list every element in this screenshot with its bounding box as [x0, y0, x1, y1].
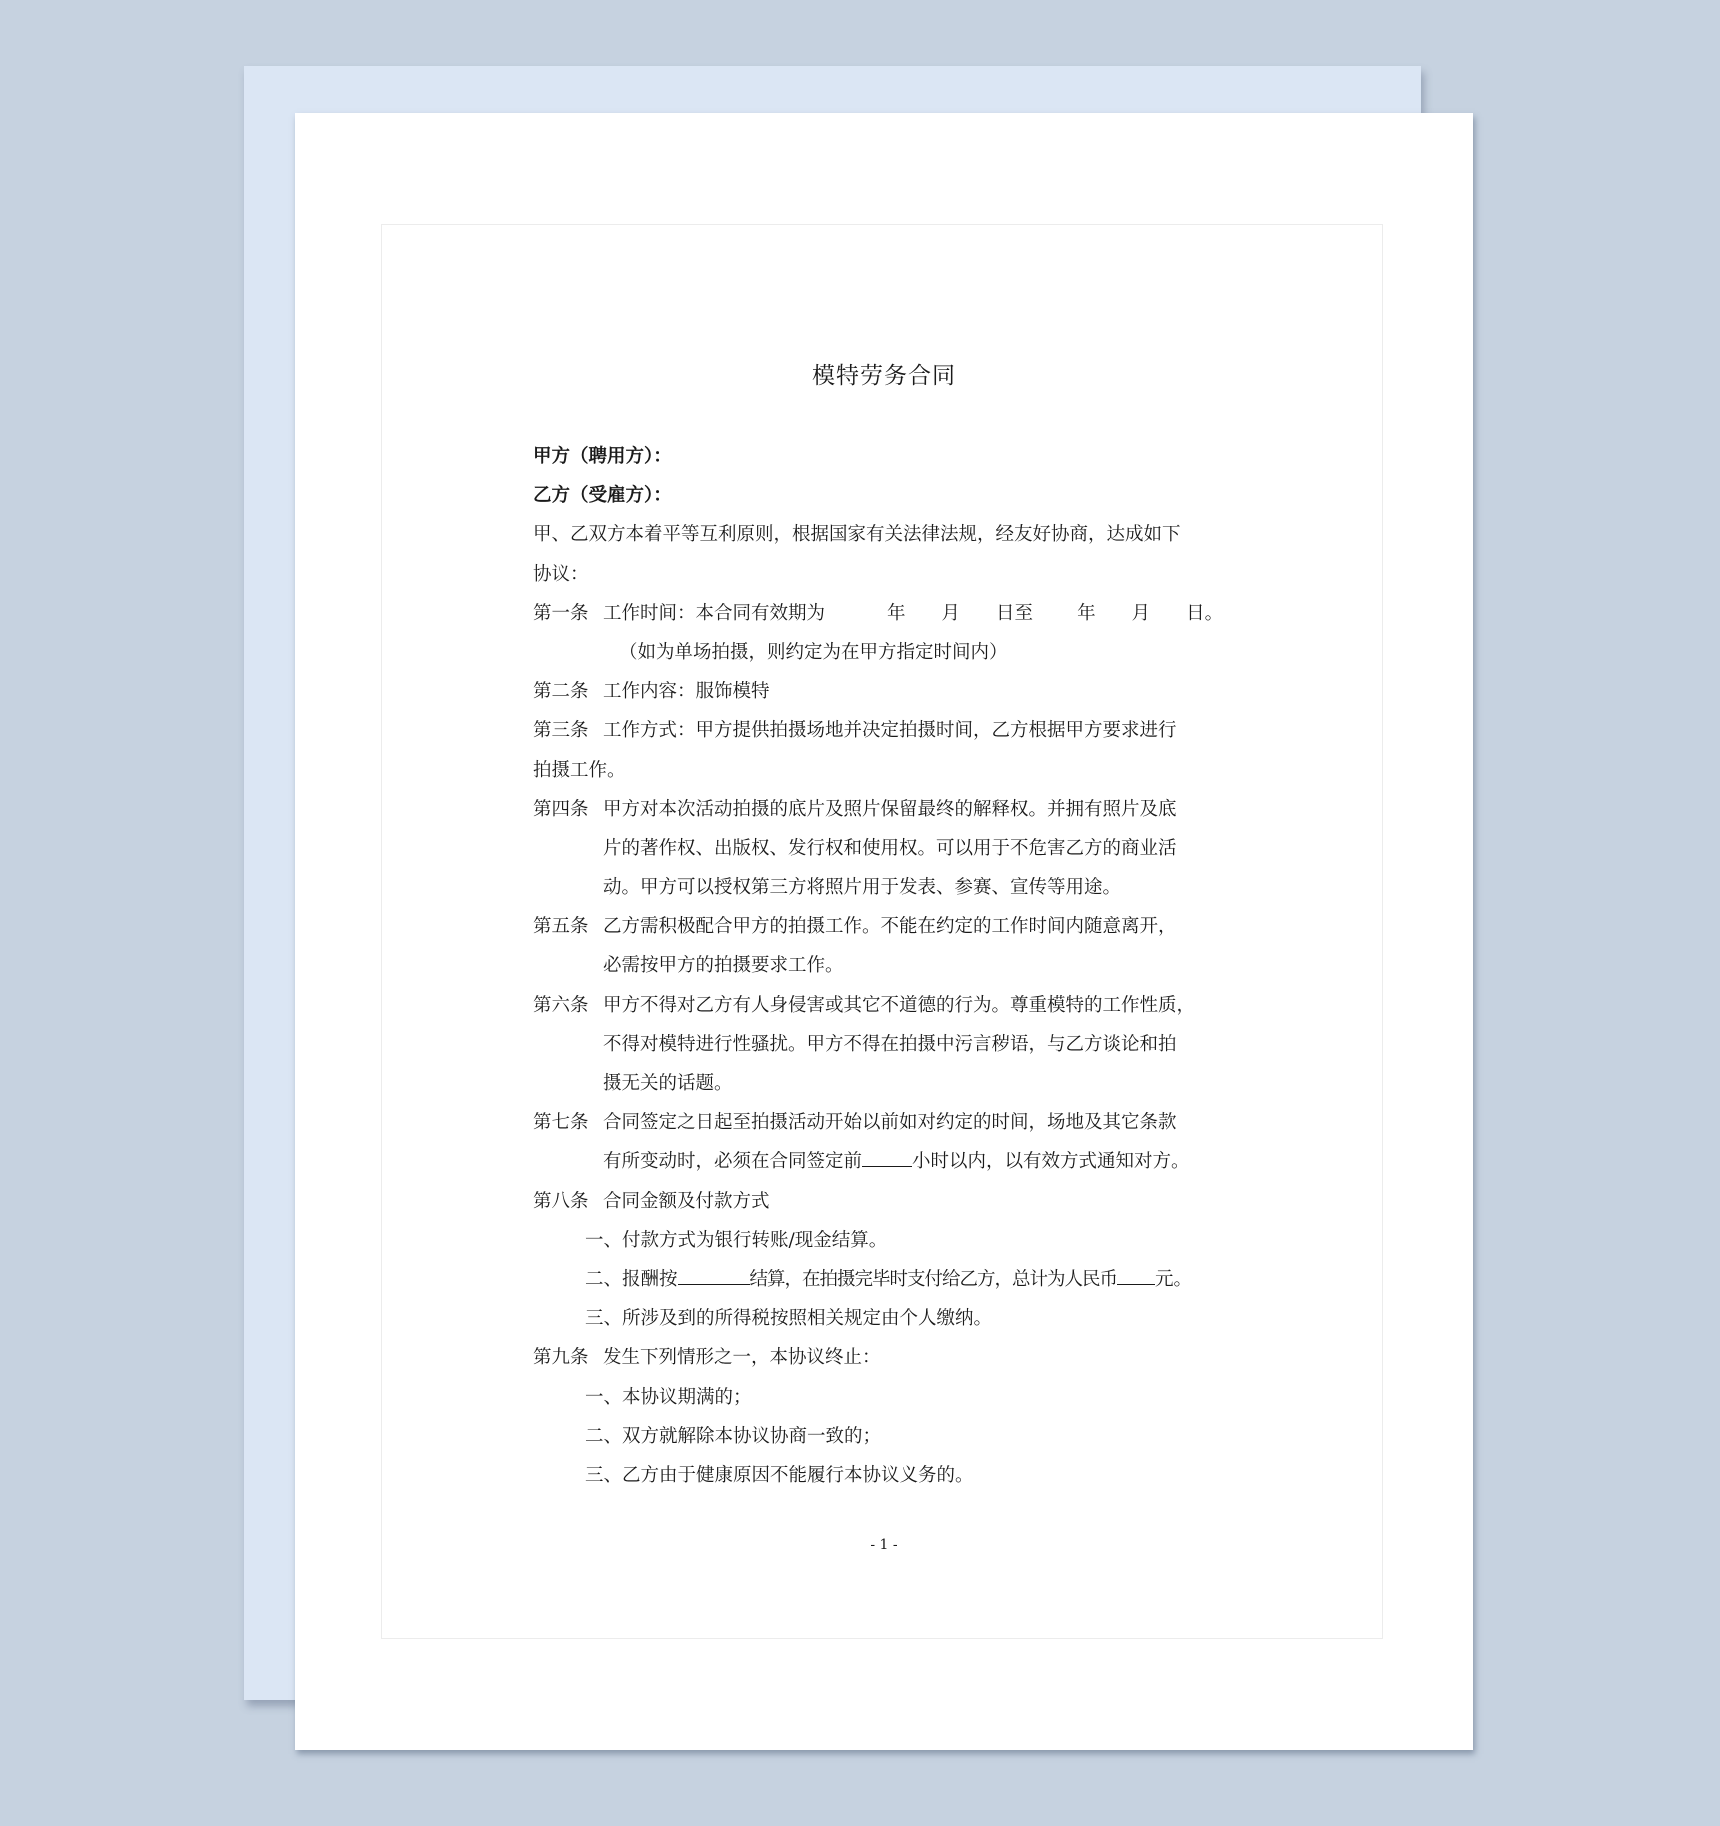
date-month-label: 月 [941, 602, 961, 624]
settlement-basis-blank-field[interactable] [678, 1268, 750, 1285]
article-4-continuation: 动。甲方可以授权第三方将照片用于发表、参赛、宣传等用途。 [603, 877, 1122, 899]
article-text: 合同签定之日起至拍摄活动开始以前如对约定的时间，场地及其它条款 [603, 1112, 1177, 1134]
article-1-note: （如为单场拍摄，则约定为在甲方指定时间内） [619, 641, 1008, 663]
article-text: 乙方需积极配合甲方的拍摄工作。不能在约定的工作时间内随意离开， [603, 916, 1177, 938]
document-page [295, 113, 1473, 1750]
article-6 [533, 986, 1233, 1025]
article-text: 甲方不得对乙方有人身侵害或其它不道德的行为。尊重模特的工作性质， [603, 994, 1196, 1016]
article-7-continuation: 有所变动时，必须在合同签定前 小时以内，以有效方式通知对方。 [603, 1151, 1190, 1173]
article-text: 甲方对本次活动拍摄的底片及照片保留最终的解释权。并拥有照片及底 [603, 798, 1177, 820]
date-day-to-label: 日至 [996, 602, 1034, 624]
document-body [533, 437, 1233, 1495]
article-number: 第九条 [533, 1347, 589, 1369]
preamble-line-2: 协议： [533, 563, 589, 585]
article-5-continuation: 必需按甲方的拍摄要求工作。 [603, 955, 844, 977]
hours-blank-field[interactable] [862, 1150, 912, 1167]
article-9-item-3: 三、乙方由于健康原因不能履行本协议义务的。 [585, 1464, 974, 1486]
article-number: 第八条 [533, 1190, 589, 1212]
date-year-label: 年 [1077, 602, 1096, 624]
article-3-continuation: 拍摄工作。 [533, 759, 626, 781]
party-a-label: 甲方（聘用方）： [533, 446, 672, 467]
date-month-label: 月 [1131, 602, 1151, 624]
article-text: 工作内容：服饰模特 [603, 681, 770, 703]
page-number: - 1 - [870, 1537, 898, 1553]
article-number: 第七条 [533, 1112, 589, 1134]
article-6-continuation: 不得对模特进行性骚扰。甲方不得在拍摄中污言秽语，与乙方谈论和拍 [603, 1033, 1177, 1055]
article-8 [533, 1182, 1233, 1221]
article-8-item-3: 三、所涉及到的所得税按照相关规定由个人缴纳。 [585, 1308, 993, 1330]
date-day-label: 日。 [1186, 602, 1224, 624]
article-9-item-2: 二、双方就解除本协议协商一致的； [585, 1425, 882, 1447]
article-3 [533, 711, 1233, 750]
article-4-continuation: 片的著作权、出版权、发行权和使用权。可以用于不危害乙方的商业活 [603, 837, 1177, 859]
article-number: 第一条 [533, 602, 589, 624]
article-9 [533, 1338, 1233, 1377]
article-text: 工作时间：本合同有效期为 [603, 602, 826, 624]
article-9-item-1: 一、本协议期满的； [585, 1386, 752, 1408]
article-2 [533, 672, 1233, 711]
party-b-label: 乙方（受雇方）： [533, 485, 672, 507]
article-text: 工作方式：甲方提供拍摄场地并决定拍摄时间，乙方根据甲方要求进行 [603, 720, 1177, 742]
article-text: 合同金额及付款方式 [603, 1190, 770, 1212]
article-number: 第四条 [533, 798, 589, 820]
article-number: 第六条 [533, 994, 589, 1016]
article-8-item-2: 二、报酬按 结算，在拍摄完毕时支付给乙方，总计为人民币 元。 [585, 1268, 1193, 1290]
article-6-continuation: 摄无关的话题。 [603, 1073, 733, 1094]
article-5 [533, 907, 1233, 946]
total-amount-blank-field[interactable] [1117, 1268, 1155, 1285]
article-1 [533, 594, 1233, 633]
article-text: 发生下列情形之一，本协议终止： [603, 1347, 881, 1369]
article-number: 第二条 [533, 681, 589, 703]
article-7 [533, 1103, 1233, 1142]
article-number: 第三条 [533, 720, 589, 742]
document-title: 模特劳务合同 [812, 363, 956, 389]
article-number: 第五条 [533, 916, 589, 938]
preamble-line-1: 甲、乙双方本着平等互利原则，根据国家有关法律法规，经友好协商，达成如下 [533, 524, 1181, 546]
article-4 [533, 790, 1233, 829]
date-year-label: 年 [887, 602, 906, 624]
article-8-item-1: 一、付款方式为银行转账/现金结算。 [585, 1229, 888, 1251]
